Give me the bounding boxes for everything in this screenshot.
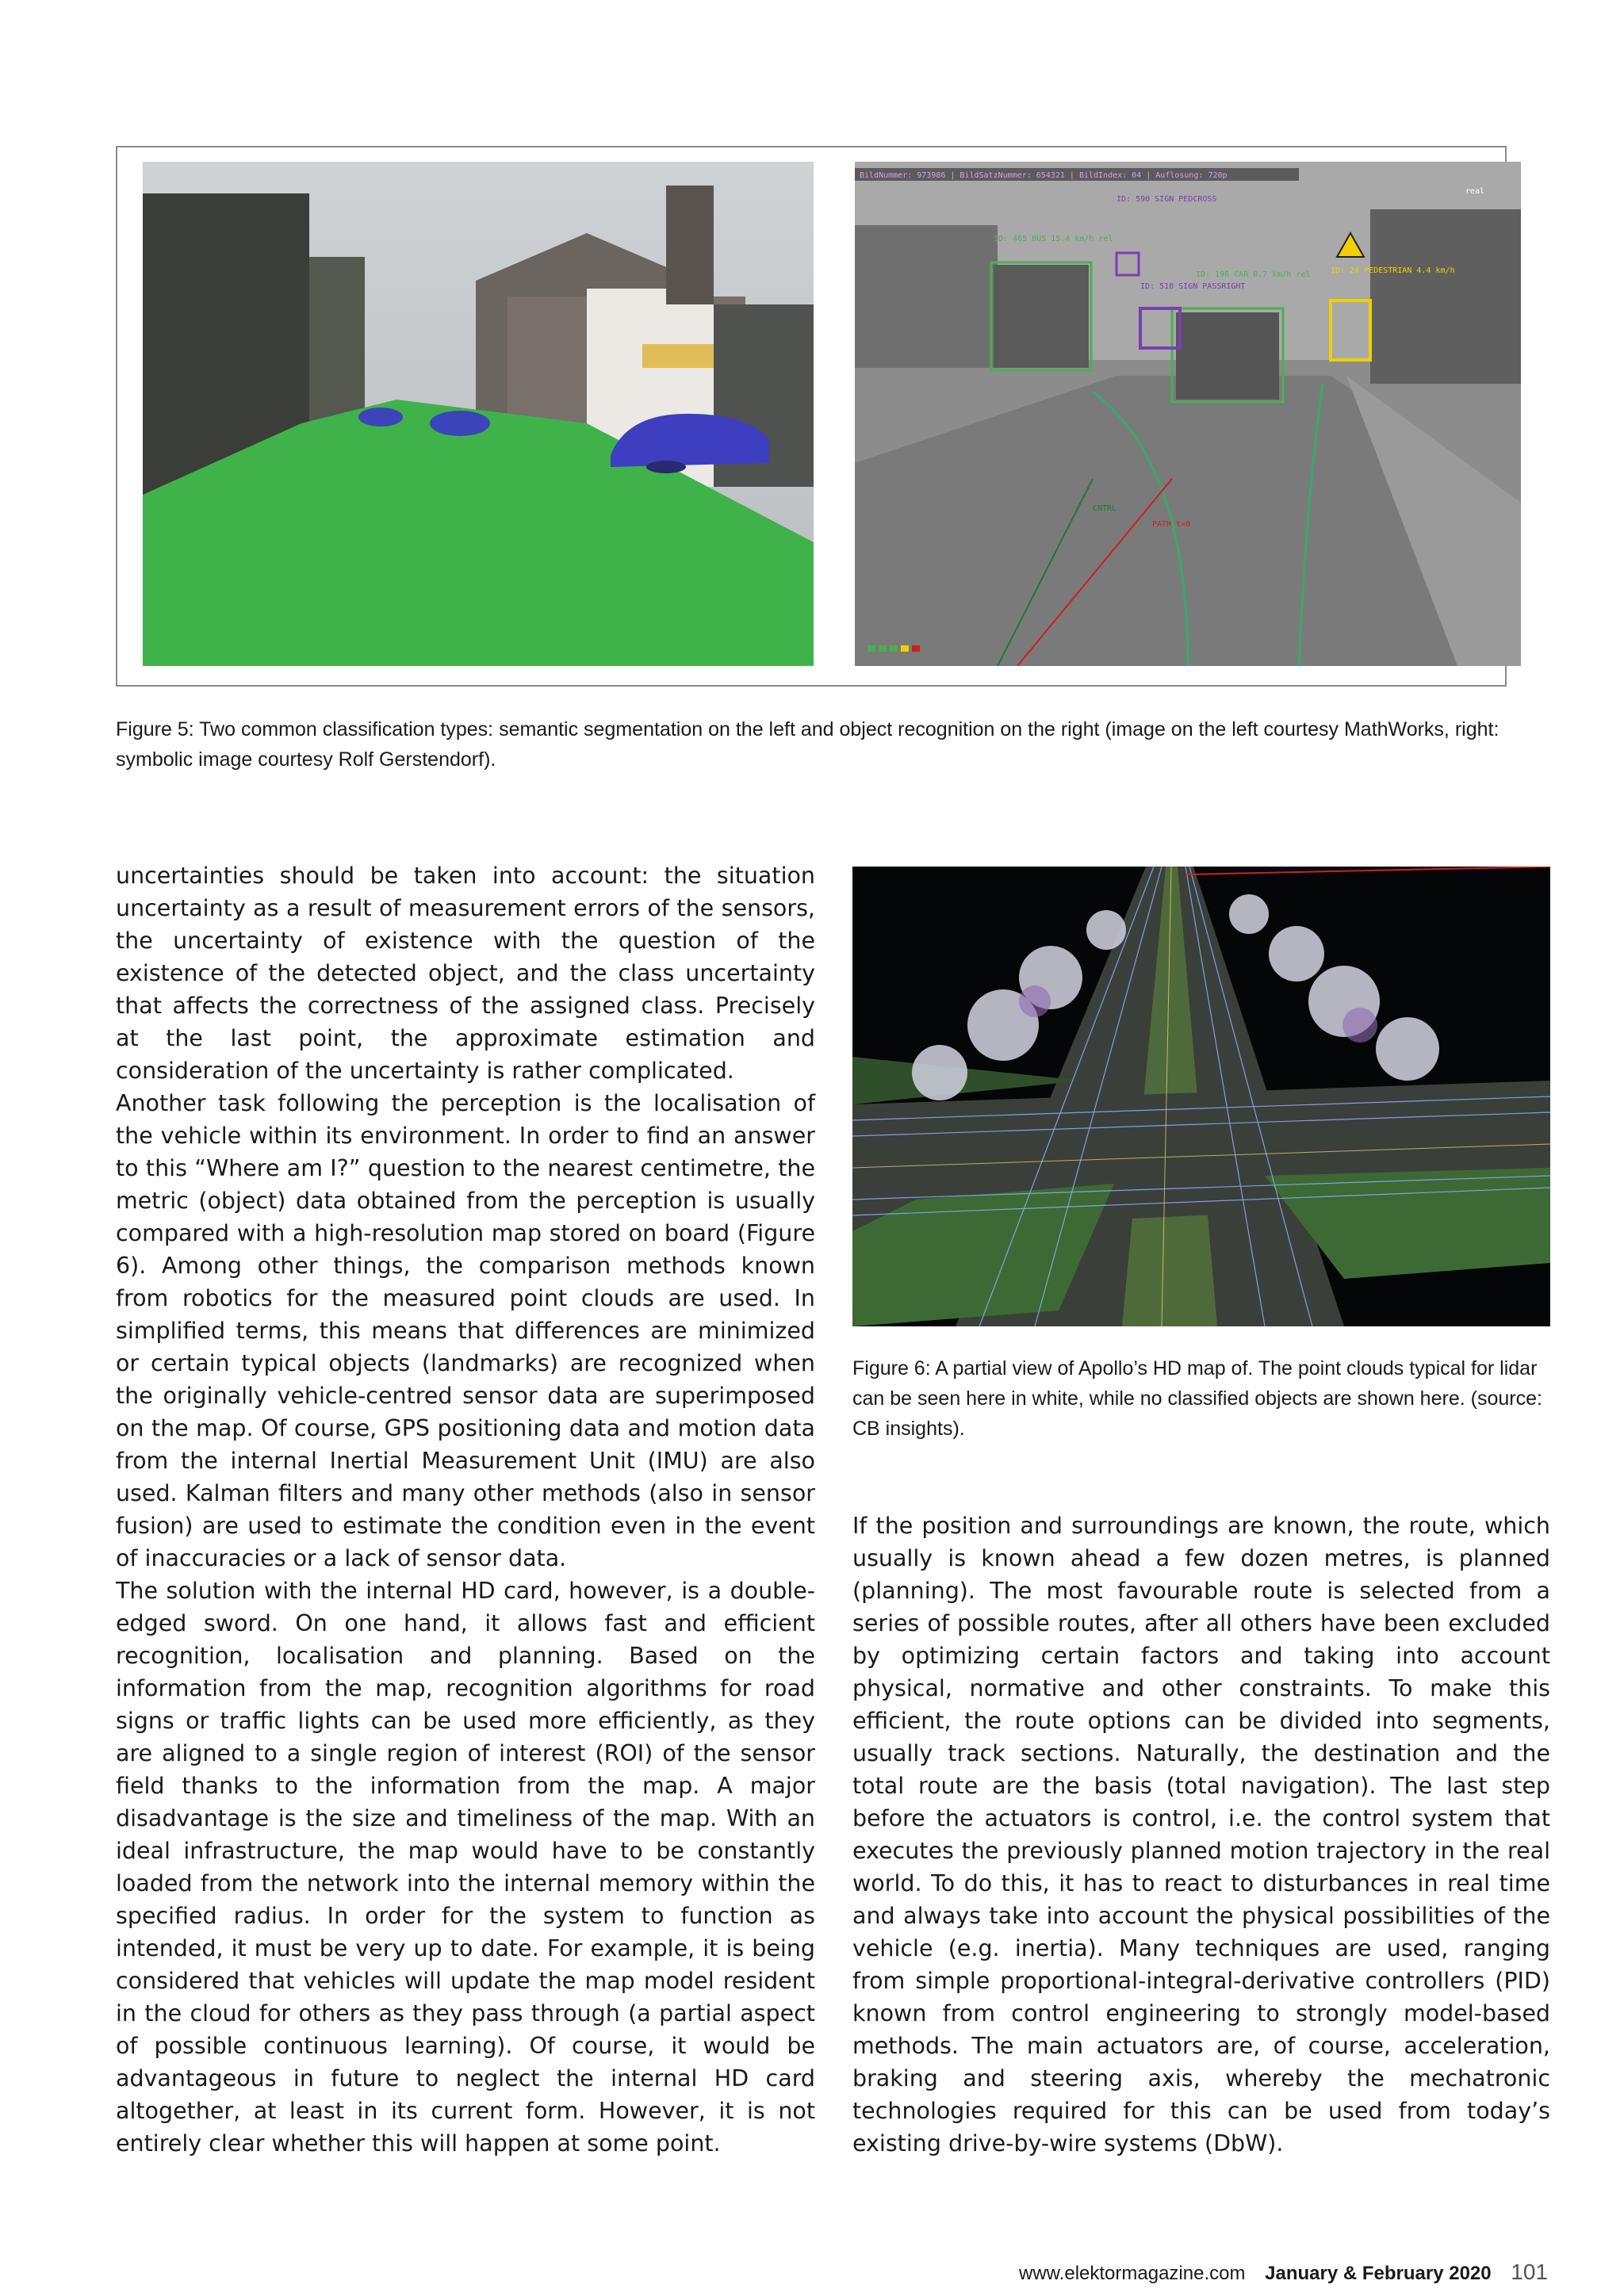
- hud-label-passright: ID: 510 SIGN PASSRIGHT: [1140, 282, 1246, 291]
- hud-label-car: ID: 196 CAR 0.7 km/h rel: [1196, 270, 1311, 279]
- figure-6-caption: Figure 6: A partial view of Apollo’s HD map of. The point clouds typical for lidar can be seen here in white, while no classified objects are shown here. (source: CB insights).: [852, 1357, 1542, 1440]
- hud-path-cntrl: CNTRL: [1093, 504, 1117, 513]
- object-recognition-photo: [855, 162, 1521, 666]
- hd-map-point-cloud-image: [852, 867, 1550, 1326]
- body-column-right: [852, 1510, 1550, 2160]
- hud-header: BildNummer: 973986 | BildSatzNummer: 654321 | BildIndex: 04 | Auflosung: 720p: [860, 171, 1228, 180]
- paragraph: The solution with the internal HD card, however, is a double-edged sword. On one hand, it allows fast and efficient recognition, localisation and planning. Based on the information from the map, recognition algorithms for road signs or traffic lights can be used more efficiently, as they are aligned to a single region of interest (ROI) of the sensor field thanks to the information from the map. A major disadvantage is the size and timeliness of the map. With an ideal infrastructure, the map would have to be constantly loaded from the network into the internal memory within the specified radius. In order for the system to function as intended, it must be very up to date. For example, it is being considered that vehicles will update the map model resident in the cloud for others as they pass through (a partial aspect of possible continuous learning). Of course, it would be advantageous in future to neglect the internal HD card altogether, at least in its current form. However, it is not entirely clear whether this will happen at some point.: [116, 1578, 815, 2156]
- paragraph: Another task following the perception is the localisation of the vehicle within its environment. In order to find an answer to this “Where am I?” question to the nearest centimetre, the metric (object) data obtained from the perception is usually compared with a high-resolution map stored on board (Figure 6). Among other things, the comparison methods known from robotics for the measured point clouds are used. In simplified terms, this means that differences are minimized or certain typical objects (landmarks) are recognized when the originally vehicle-centred sensor data are superimposed on the map. Of course, GPS positioning data and motion data from the internal Inertial Measurement Unit (IMU) are also used. Kalman filters and many other methods (also in sensor fusion) are used to estimate the condition even in the event of inaccuracies or a lack of sensor data.: [116, 1090, 815, 1571]
- hud-label-pedestrian: ID: 24 PEDESTRIAN 4.4 km/h: [1331, 266, 1455, 275]
- hud-label-bus: ID: 465 BUS 15.4 km/h rel: [994, 235, 1113, 243]
- hud-path-t0: PATH t=0: [1152, 520, 1191, 529]
- footer-issue: January & February 2020: [1265, 2263, 1492, 2284]
- body-column-left: [116, 859, 815, 2160]
- segmentation-photo: [143, 162, 814, 666]
- page-number: 101: [1511, 2260, 1548, 2284]
- paragraph: uncertainties should be taken into account: the situation uncertainty as a result of measurement errors of the sensors, the uncertainty of existence with the question of the existence of the detected object, and the class uncertainty that affects the correctness of the assigned class. Precisely at the last point, the approximate estimation and consideration of the uncertainty is rather complicated.: [116, 863, 815, 1084]
- footer-url: www.elektormagazine.com: [1019, 2263, 1246, 2284]
- page-footer: [1019, 2260, 1548, 2285]
- figure-5-caption: Figure 5: Two common classification types: semantic segmentation on the left and object recognition on the right (image on the left courtesy MathWorks, right: symbolic image courtesy Rolf Gerstendorf).: [116, 718, 1500, 771]
- hud-logo: real: [1465, 187, 1485, 196]
- paragraph: If the position and surroundings are known, the route, which usually is known ahead a few dozen metres, is planned (planning). The most favourable route is selected from a series of possible routes, after all others have been excluded by optimizing certain factors and taking into account physical, normative and other constraints. To make this efficient, the route options can be divided into segments, usually track sections. Naturally, the destination and the total route are the basis (total navigation). The last step before the actuators is control, i.e. the control system that executes the previously planned motion trajectory in the real world. To do this, it has to react to disturbances in real time and always take into account the physical possibilities of the vehicle (e.g. inertia). Many techniques are used, ranging from simple proportional-integral-derivative controllers (PID) known from control engineering to strongly model-based methods. The main actuators are, of course, acceleration, braking and steering axis, whereby the mechatronic technologies required for this can be used from today’s existing drive-by-wire systems (DbW).: [852, 1513, 1550, 2156]
- hud-label-pedcross: ID: 590 SIGN PEDCROSS: [1116, 195, 1217, 204]
